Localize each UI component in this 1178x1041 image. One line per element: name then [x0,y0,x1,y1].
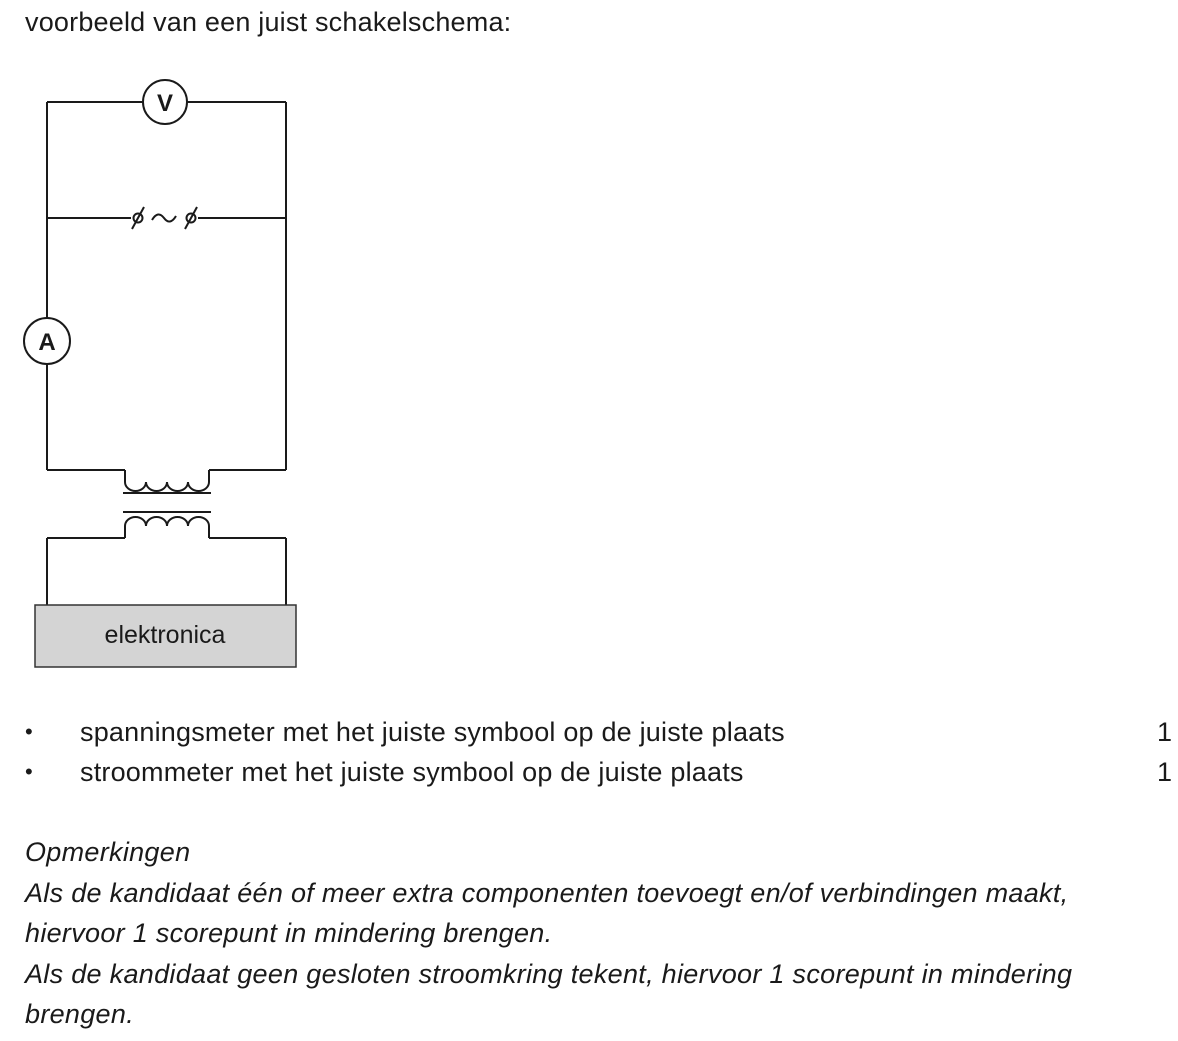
criterion-points: 1 [1157,757,1173,787]
remark-text: Als de kandidaat één of meer extra componenten toevoegt en/of verbindingen maakt, hiervoor 1 scorepunt in mindering brengen. [25,877,1069,948]
transformer-icon [123,470,211,538]
remark-text: Als de kandidaat geen gesloten stroomkring tekent, hiervoor 1 scorepunt in mindering brengen. [25,958,1073,1029]
criterion-points: 1 [1157,717,1173,747]
voltmeter-symbol: V [156,90,174,117]
criterion-row [0,752,1178,792]
voltmeter-icon [143,80,187,124]
criterion-text: stroommeter met het juiste symbool op de juiste plaats [80,757,744,787]
electronics-label: elektronica [104,621,226,649]
circuit-diagram [0,0,320,680]
electronics-box [35,605,296,667]
scoring-criteria [0,712,1178,792]
intro-text: voorbeeld van een juist schakelschema: [25,7,512,37]
criterion-row [0,712,1178,752]
lamp-icon [132,207,197,229]
remarks-heading: Opmerkingen [25,837,191,867]
criterion-text: spanningsmeter met het juiste symbool op de juiste plaats [80,717,785,747]
ammeter-icon [24,318,70,364]
bullet-icon: • [25,719,33,744]
remarks-section [25,832,1155,1035]
ammeter-symbol: A [38,329,56,356]
bullet-icon: • [25,759,33,784]
